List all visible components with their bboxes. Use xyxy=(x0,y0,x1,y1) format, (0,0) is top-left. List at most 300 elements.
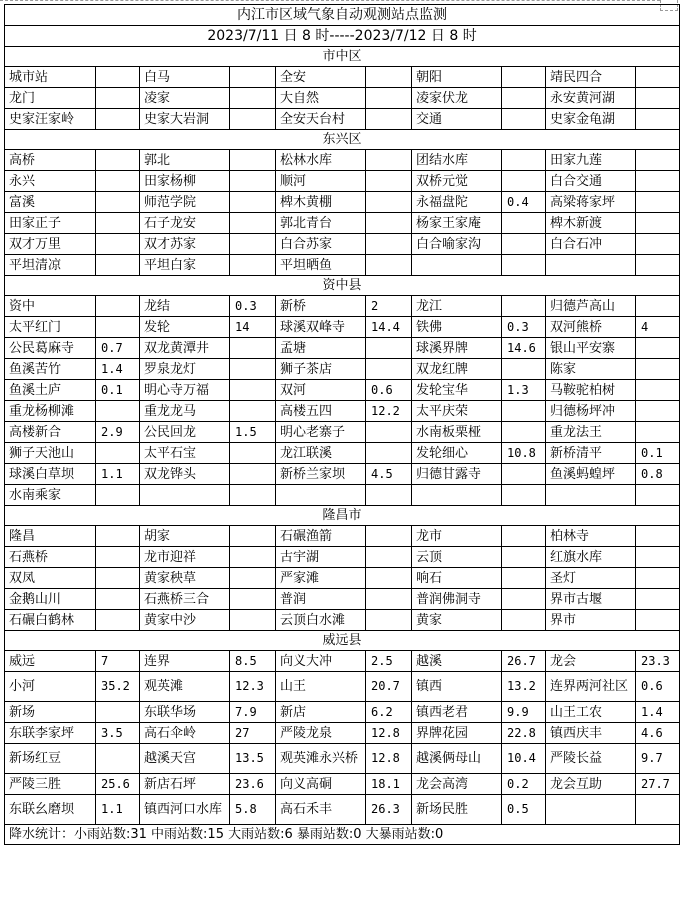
rainfall-value xyxy=(502,464,546,485)
section-header-row xyxy=(5,276,680,296)
station-name: 孟塘 xyxy=(276,338,366,359)
rainfall-value: 27.7 xyxy=(636,774,680,795)
station-name: 越溪天宫 xyxy=(140,744,230,774)
station-name xyxy=(412,485,502,506)
section-header-row xyxy=(5,631,680,651)
rainfall-value xyxy=(230,610,276,631)
rainfall-value xyxy=(502,255,546,276)
rainfall-value: 0.7 xyxy=(96,338,140,359)
rainfall-value xyxy=(230,380,276,401)
rainfall-value xyxy=(230,88,276,109)
station-name: 东联华场 xyxy=(140,702,230,723)
rainfall-value xyxy=(502,234,546,255)
rainfall-value xyxy=(636,589,680,610)
station-name: 镇西河口水库 xyxy=(140,795,230,825)
rainfall-value xyxy=(366,213,412,234)
rainfall-value xyxy=(96,317,140,338)
station-name: 双龙红牌 xyxy=(412,359,502,380)
station-name: 白合石冲 xyxy=(546,234,636,255)
rainfall-value xyxy=(230,401,276,422)
station-name: 高楼五四 xyxy=(276,401,366,422)
rainfall-value xyxy=(366,568,412,589)
station-name: 白合交通 xyxy=(546,171,636,192)
rainfall-value xyxy=(502,296,546,317)
rainfall-value: 2.5 xyxy=(366,651,412,672)
rainfall-value xyxy=(230,464,276,485)
station-name: 凌家 xyxy=(140,88,230,109)
rainfall-value: 14 xyxy=(230,317,276,338)
rainfall-value xyxy=(636,401,680,422)
station-name: 鱼溪土庐 xyxy=(5,380,96,401)
rainfall-value xyxy=(230,338,276,359)
station-name: 狮子茶店 xyxy=(276,359,366,380)
station-name: 公民回龙 xyxy=(140,422,230,443)
rainfall-value xyxy=(96,526,140,547)
station-name: 向义大冲 xyxy=(276,651,366,672)
station-name: 平坦清凉 xyxy=(5,255,96,276)
station-name: 球溪界牌 xyxy=(412,338,502,359)
rainfall-value xyxy=(366,610,412,631)
section-title: 威远县 xyxy=(5,631,680,651)
station-name: 连界 xyxy=(140,651,230,672)
station-name: 陈家 xyxy=(546,359,636,380)
station-name: 镇西老君 xyxy=(412,702,502,723)
rainfall-value xyxy=(636,255,680,276)
station-name: 新场 xyxy=(5,702,96,723)
station-name: 连界两河社区 xyxy=(546,672,636,702)
station-name: 平坦白家 xyxy=(140,255,230,276)
station-row xyxy=(5,485,680,506)
station-name: 双河熊桥 xyxy=(546,317,636,338)
rainfall-value: 26.3 xyxy=(366,795,412,825)
station-name: 双龙铧头 xyxy=(140,464,230,485)
rainfall-value xyxy=(230,359,276,380)
station-name: 古宇湖 xyxy=(276,547,366,568)
station-name: 资中 xyxy=(5,296,96,317)
station-row xyxy=(5,213,680,234)
station-name: 铁佛 xyxy=(412,317,502,338)
rainfall-value xyxy=(502,589,546,610)
station-name: 观英滩永兴桥 xyxy=(276,744,366,774)
station-name: 圣灯 xyxy=(546,568,636,589)
rainfall-value: 9.9 xyxy=(502,702,546,723)
rainfall-value xyxy=(230,171,276,192)
rainfall-value: 25.6 xyxy=(96,774,140,795)
station-name: 小河 xyxy=(5,672,96,702)
rainfall-value: 1.4 xyxy=(636,702,680,723)
station-row xyxy=(5,672,680,702)
rainfall-value xyxy=(96,702,140,723)
station-row xyxy=(5,443,680,464)
station-row xyxy=(5,359,680,380)
rainfall-value xyxy=(230,526,276,547)
rainfall-value xyxy=(96,744,140,774)
station-name: 明心寺万福 xyxy=(140,380,230,401)
rainfall-value: 4.5 xyxy=(366,464,412,485)
station-name: 龙会互助 xyxy=(546,774,636,795)
station-name: 太平石宝 xyxy=(140,443,230,464)
station-name: 椑木黄棚 xyxy=(276,192,366,213)
station-name: 归德杨坪冲 xyxy=(546,401,636,422)
station-name: 团结水库 xyxy=(412,150,502,171)
station-name: 越溪俩母山 xyxy=(412,744,502,774)
station-name: 归德甘露寺 xyxy=(412,464,502,485)
station-name: 狮子天池山 xyxy=(5,443,96,464)
rainfall-value xyxy=(502,359,546,380)
rainfall-value: 10.8 xyxy=(502,443,546,464)
section-title: 东兴区 xyxy=(5,130,680,150)
rainfall-value xyxy=(366,88,412,109)
rainfall-value: 0.3 xyxy=(502,317,546,338)
station-row xyxy=(5,464,680,485)
rainfall-value: 18.1 xyxy=(366,774,412,795)
section-header-row xyxy=(5,506,680,526)
station-name: 双才苏家 xyxy=(140,234,230,255)
rainfall-value: 9.7 xyxy=(636,744,680,774)
station-name: 云顶 xyxy=(412,547,502,568)
station-name: 双桥元觉 xyxy=(412,171,502,192)
rainfall-value: 14.6 xyxy=(502,338,546,359)
station-name: 永福盘陀 xyxy=(412,192,502,213)
rainfall-value: 0.2 xyxy=(502,774,546,795)
rainfall-value: 5.8 xyxy=(230,795,276,825)
rainfall-value: 0.4 xyxy=(502,192,546,213)
station-row xyxy=(5,422,680,443)
station-name: 普润 xyxy=(276,589,366,610)
rainfall-value xyxy=(230,109,276,130)
rainfall-value xyxy=(96,88,140,109)
station-name: 球溪白草坝 xyxy=(5,464,96,485)
station-row xyxy=(5,589,680,610)
rainfall-value xyxy=(96,255,140,276)
station-name: 黄家秧草 xyxy=(140,568,230,589)
station-name: 界市 xyxy=(546,610,636,631)
station-name: 罗泉龙灯 xyxy=(140,359,230,380)
report-period: 2023/7/11 日 8 时-----2023/7/12 日 8 时 xyxy=(5,26,680,47)
station-name: 高楼新合 xyxy=(5,422,96,443)
rainfall-value xyxy=(230,255,276,276)
station-name: 全安天台村 xyxy=(276,109,366,130)
station-name: 龙会 xyxy=(546,651,636,672)
rainfall-value xyxy=(636,296,680,317)
station-name: 全安 xyxy=(276,67,366,88)
rainfall-value: 1.1 xyxy=(96,795,140,825)
station-row xyxy=(5,610,680,631)
station-name: 重龙龙马 xyxy=(140,401,230,422)
rainfall-value xyxy=(636,88,680,109)
station-name: 龙市迎祥 xyxy=(140,547,230,568)
rainfall-value: 0.6 xyxy=(366,380,412,401)
station-name: 威远 xyxy=(5,651,96,672)
rainfall-value: 1.3 xyxy=(502,380,546,401)
station-name: 新场民胜 xyxy=(412,795,502,825)
station-name: 红旗水库 xyxy=(546,547,636,568)
station-name: 高石伞岭 xyxy=(140,723,230,744)
rainfall-value xyxy=(96,67,140,88)
station-name: 龙市 xyxy=(412,526,502,547)
rainfall-value xyxy=(96,547,140,568)
station-row xyxy=(5,380,680,401)
station-name: 东联李家坪 xyxy=(5,723,96,744)
station-name: 史家大岩洞 xyxy=(140,109,230,130)
section-header-row xyxy=(5,130,680,150)
rainfall-value: 4.6 xyxy=(636,723,680,744)
station-name: 龙江 xyxy=(412,296,502,317)
rainfall-value xyxy=(96,443,140,464)
rainfall-value xyxy=(502,547,546,568)
rainfall-value xyxy=(636,192,680,213)
station-name: 向义高硐 xyxy=(276,774,366,795)
station-row xyxy=(5,234,680,255)
rainfall-value xyxy=(96,234,140,255)
rainfall-value xyxy=(636,485,680,506)
rainfall-value xyxy=(502,171,546,192)
rainfall-value: 0.3 xyxy=(230,296,276,317)
rainfall-value xyxy=(230,192,276,213)
rainfall-value xyxy=(366,338,412,359)
rainfall-value xyxy=(636,422,680,443)
station-name: 松林水库 xyxy=(276,150,366,171)
rainfall-value xyxy=(230,485,276,506)
station-name: 球溪双峰寺 xyxy=(276,317,366,338)
rainfall-value: 2.9 xyxy=(96,422,140,443)
station-name: 大自然 xyxy=(276,88,366,109)
station-name: 新桥兰家坝 xyxy=(276,464,366,485)
summary-row xyxy=(5,825,680,845)
station-name: 重龙法王 xyxy=(546,422,636,443)
rainfall-value xyxy=(366,192,412,213)
station-row xyxy=(5,67,680,88)
station-row xyxy=(5,774,680,795)
report-title: 内江市区域气象自动观测站点监测 xyxy=(5,5,680,26)
station-name xyxy=(546,795,636,825)
station-name: 银山平安寨 xyxy=(546,338,636,359)
section-title: 市中区 xyxy=(5,47,680,67)
rainfall-value: 14.4 xyxy=(366,317,412,338)
rainfall-value: 7.9 xyxy=(230,702,276,723)
rainfall-value xyxy=(366,485,412,506)
station-name xyxy=(140,485,230,506)
rainfall-value xyxy=(230,213,276,234)
section-title: 资中县 xyxy=(5,276,680,296)
station-row xyxy=(5,723,680,744)
rainfall-value xyxy=(502,485,546,506)
rainfall-value xyxy=(230,443,276,464)
station-row xyxy=(5,317,680,338)
rainfall-value: 12.2 xyxy=(366,401,412,422)
rainfall-value xyxy=(502,610,546,631)
station-name: 高梁蒋家坪 xyxy=(546,192,636,213)
rainfall-value xyxy=(502,401,546,422)
station-name: 石碾渔箭 xyxy=(276,526,366,547)
station-name: 越溪 xyxy=(412,651,502,672)
rainfall-value xyxy=(96,192,140,213)
station-name: 观英滩 xyxy=(140,672,230,702)
rainfall-value xyxy=(636,67,680,88)
rainfall-value xyxy=(366,422,412,443)
rainfall-value xyxy=(366,109,412,130)
rainfall-value: 0.5 xyxy=(502,795,546,825)
rainfall-value xyxy=(96,171,140,192)
rainfall-value: 0.8 xyxy=(636,464,680,485)
station-row xyxy=(5,150,680,171)
station-name: 重龙杨柳滩 xyxy=(5,401,96,422)
station-name: 史家金龟湖 xyxy=(546,109,636,130)
rainfall-value xyxy=(96,296,140,317)
rainfall-value xyxy=(636,150,680,171)
station-name: 朝阳 xyxy=(412,67,502,88)
station-name: 严陵三胜 xyxy=(5,774,96,795)
rainfall-value xyxy=(636,359,680,380)
station-row xyxy=(5,744,680,774)
station-name: 师范学院 xyxy=(140,192,230,213)
station-row xyxy=(5,547,680,568)
rainfall-value xyxy=(366,150,412,171)
rainfall-value: 23.3 xyxy=(636,651,680,672)
station-name xyxy=(412,255,502,276)
rainfall-value xyxy=(230,67,276,88)
station-name: 水南板栗桠 xyxy=(412,422,502,443)
rainfall-value xyxy=(636,568,680,589)
station-name xyxy=(546,255,636,276)
station-name: 马鞍驼柏树 xyxy=(546,380,636,401)
station-name: 富溪 xyxy=(5,192,96,213)
station-name: 归德芦高山 xyxy=(546,296,636,317)
station-name: 石碾白鹤林 xyxy=(5,610,96,631)
station-name: 双河 xyxy=(276,380,366,401)
station-name: 发轮宝华 xyxy=(412,380,502,401)
station-name: 椑木新渡 xyxy=(546,213,636,234)
rainfall-value: 35.2 xyxy=(96,672,140,702)
station-name: 金鹅山川 xyxy=(5,589,96,610)
station-name: 黄家中沙 xyxy=(140,610,230,631)
station-name: 发轮细心 xyxy=(412,443,502,464)
station-name: 镇西 xyxy=(412,672,502,702)
station-name: 龙江联溪 xyxy=(276,443,366,464)
rainfall-value xyxy=(636,338,680,359)
station-name: 胡家 xyxy=(140,526,230,547)
station-name: 史家汪家岭 xyxy=(5,109,96,130)
station-name: 双凤 xyxy=(5,568,96,589)
station-name xyxy=(276,485,366,506)
rainfall-value xyxy=(366,234,412,255)
station-row xyxy=(5,401,680,422)
station-name: 田家九莲 xyxy=(546,150,636,171)
rainfall-value: 10.4 xyxy=(502,744,546,774)
station-row xyxy=(5,338,680,359)
station-name: 严陵龙泉 xyxy=(276,723,366,744)
rainfall-value: 8.5 xyxy=(230,651,276,672)
rainfall-value xyxy=(96,610,140,631)
station-name: 严陵长益 xyxy=(546,744,636,774)
station-name: 隆昌 xyxy=(5,526,96,547)
rainfall-value xyxy=(230,568,276,589)
station-name: 新店石坪 xyxy=(140,774,230,795)
station-name: 田家杨柳 xyxy=(140,171,230,192)
station-name: 高桥 xyxy=(5,150,96,171)
rainfall-value: 13.2 xyxy=(502,672,546,702)
station-name: 山王 xyxy=(276,672,366,702)
station-name: 响石 xyxy=(412,568,502,589)
station-name: 靖民四合 xyxy=(546,67,636,88)
rainfall-value xyxy=(502,109,546,130)
station-name: 杨家王家庵 xyxy=(412,213,502,234)
section-title: 隆昌市 xyxy=(5,506,680,526)
station-name: 新店 xyxy=(276,702,366,723)
station-name: 鱼溪蚂蝗坪 xyxy=(546,464,636,485)
station-name: 白马 xyxy=(140,67,230,88)
rainfall-value xyxy=(636,526,680,547)
station-name: 顺河 xyxy=(276,171,366,192)
rainfall-value: 23.6 xyxy=(230,774,276,795)
rainfall-value: 22.8 xyxy=(502,723,546,744)
station-name: 凌家伏龙 xyxy=(412,88,502,109)
station-name: 云顶白水滩 xyxy=(276,610,366,631)
station-name: 石燕桥 xyxy=(5,547,96,568)
station-name: 公民葛麻寺 xyxy=(5,338,96,359)
station-name: 严家滩 xyxy=(276,568,366,589)
station-name: 白合喻家沟 xyxy=(412,234,502,255)
station-name: 白合苏家 xyxy=(276,234,366,255)
station-name: 郭北青台 xyxy=(276,213,366,234)
station-name: 太平红门 xyxy=(5,317,96,338)
station-name: 平坦晒鱼 xyxy=(276,255,366,276)
rainfall-value xyxy=(636,610,680,631)
rainfall-value: 12.3 xyxy=(230,672,276,702)
rainfall-value xyxy=(230,547,276,568)
station-name: 城市站 xyxy=(5,67,96,88)
station-name: 龙会高湾 xyxy=(412,774,502,795)
station-name: 永安黄河湖 xyxy=(546,88,636,109)
rainfall-value xyxy=(366,255,412,276)
station-name: 水南乘家 xyxy=(5,485,96,506)
rainfall-value xyxy=(636,795,680,825)
station-name: 双龙黄潭井 xyxy=(140,338,230,359)
station-name: 鱼溪苦竹 xyxy=(5,359,96,380)
rainfall-value xyxy=(502,213,546,234)
station-row xyxy=(5,795,680,825)
rainfall-value: 1.4 xyxy=(96,359,140,380)
rainfall-value xyxy=(502,568,546,589)
station-name: 镇西庆丰 xyxy=(546,723,636,744)
rainfall-value: 4 xyxy=(636,317,680,338)
station-row xyxy=(5,88,680,109)
station-row xyxy=(5,192,680,213)
rainfall-value xyxy=(230,150,276,171)
station-name: 发轮 xyxy=(140,317,230,338)
rainfall-value xyxy=(502,422,546,443)
rainfall-value xyxy=(366,359,412,380)
station-row xyxy=(5,651,680,672)
rainfall-value: 12.8 xyxy=(366,744,412,774)
station-name: 永兴 xyxy=(5,171,96,192)
rainfall-value: 0.1 xyxy=(96,380,140,401)
rainfall-value xyxy=(96,568,140,589)
rainfall-value xyxy=(96,589,140,610)
rainfall-value xyxy=(366,443,412,464)
rainfall-value: 20.7 xyxy=(366,672,412,702)
rainfall-value xyxy=(502,67,546,88)
station-name xyxy=(546,485,636,506)
station-row xyxy=(5,568,680,589)
station-name: 普润佛洞寺 xyxy=(412,589,502,610)
station-name: 太平庆荣 xyxy=(412,401,502,422)
rainfall-value: 2 xyxy=(366,296,412,317)
station-name: 田家正子 xyxy=(5,213,96,234)
rainfall-value: 3.5 xyxy=(96,723,140,744)
rainfall-value xyxy=(230,234,276,255)
station-name: 石子龙安 xyxy=(140,213,230,234)
